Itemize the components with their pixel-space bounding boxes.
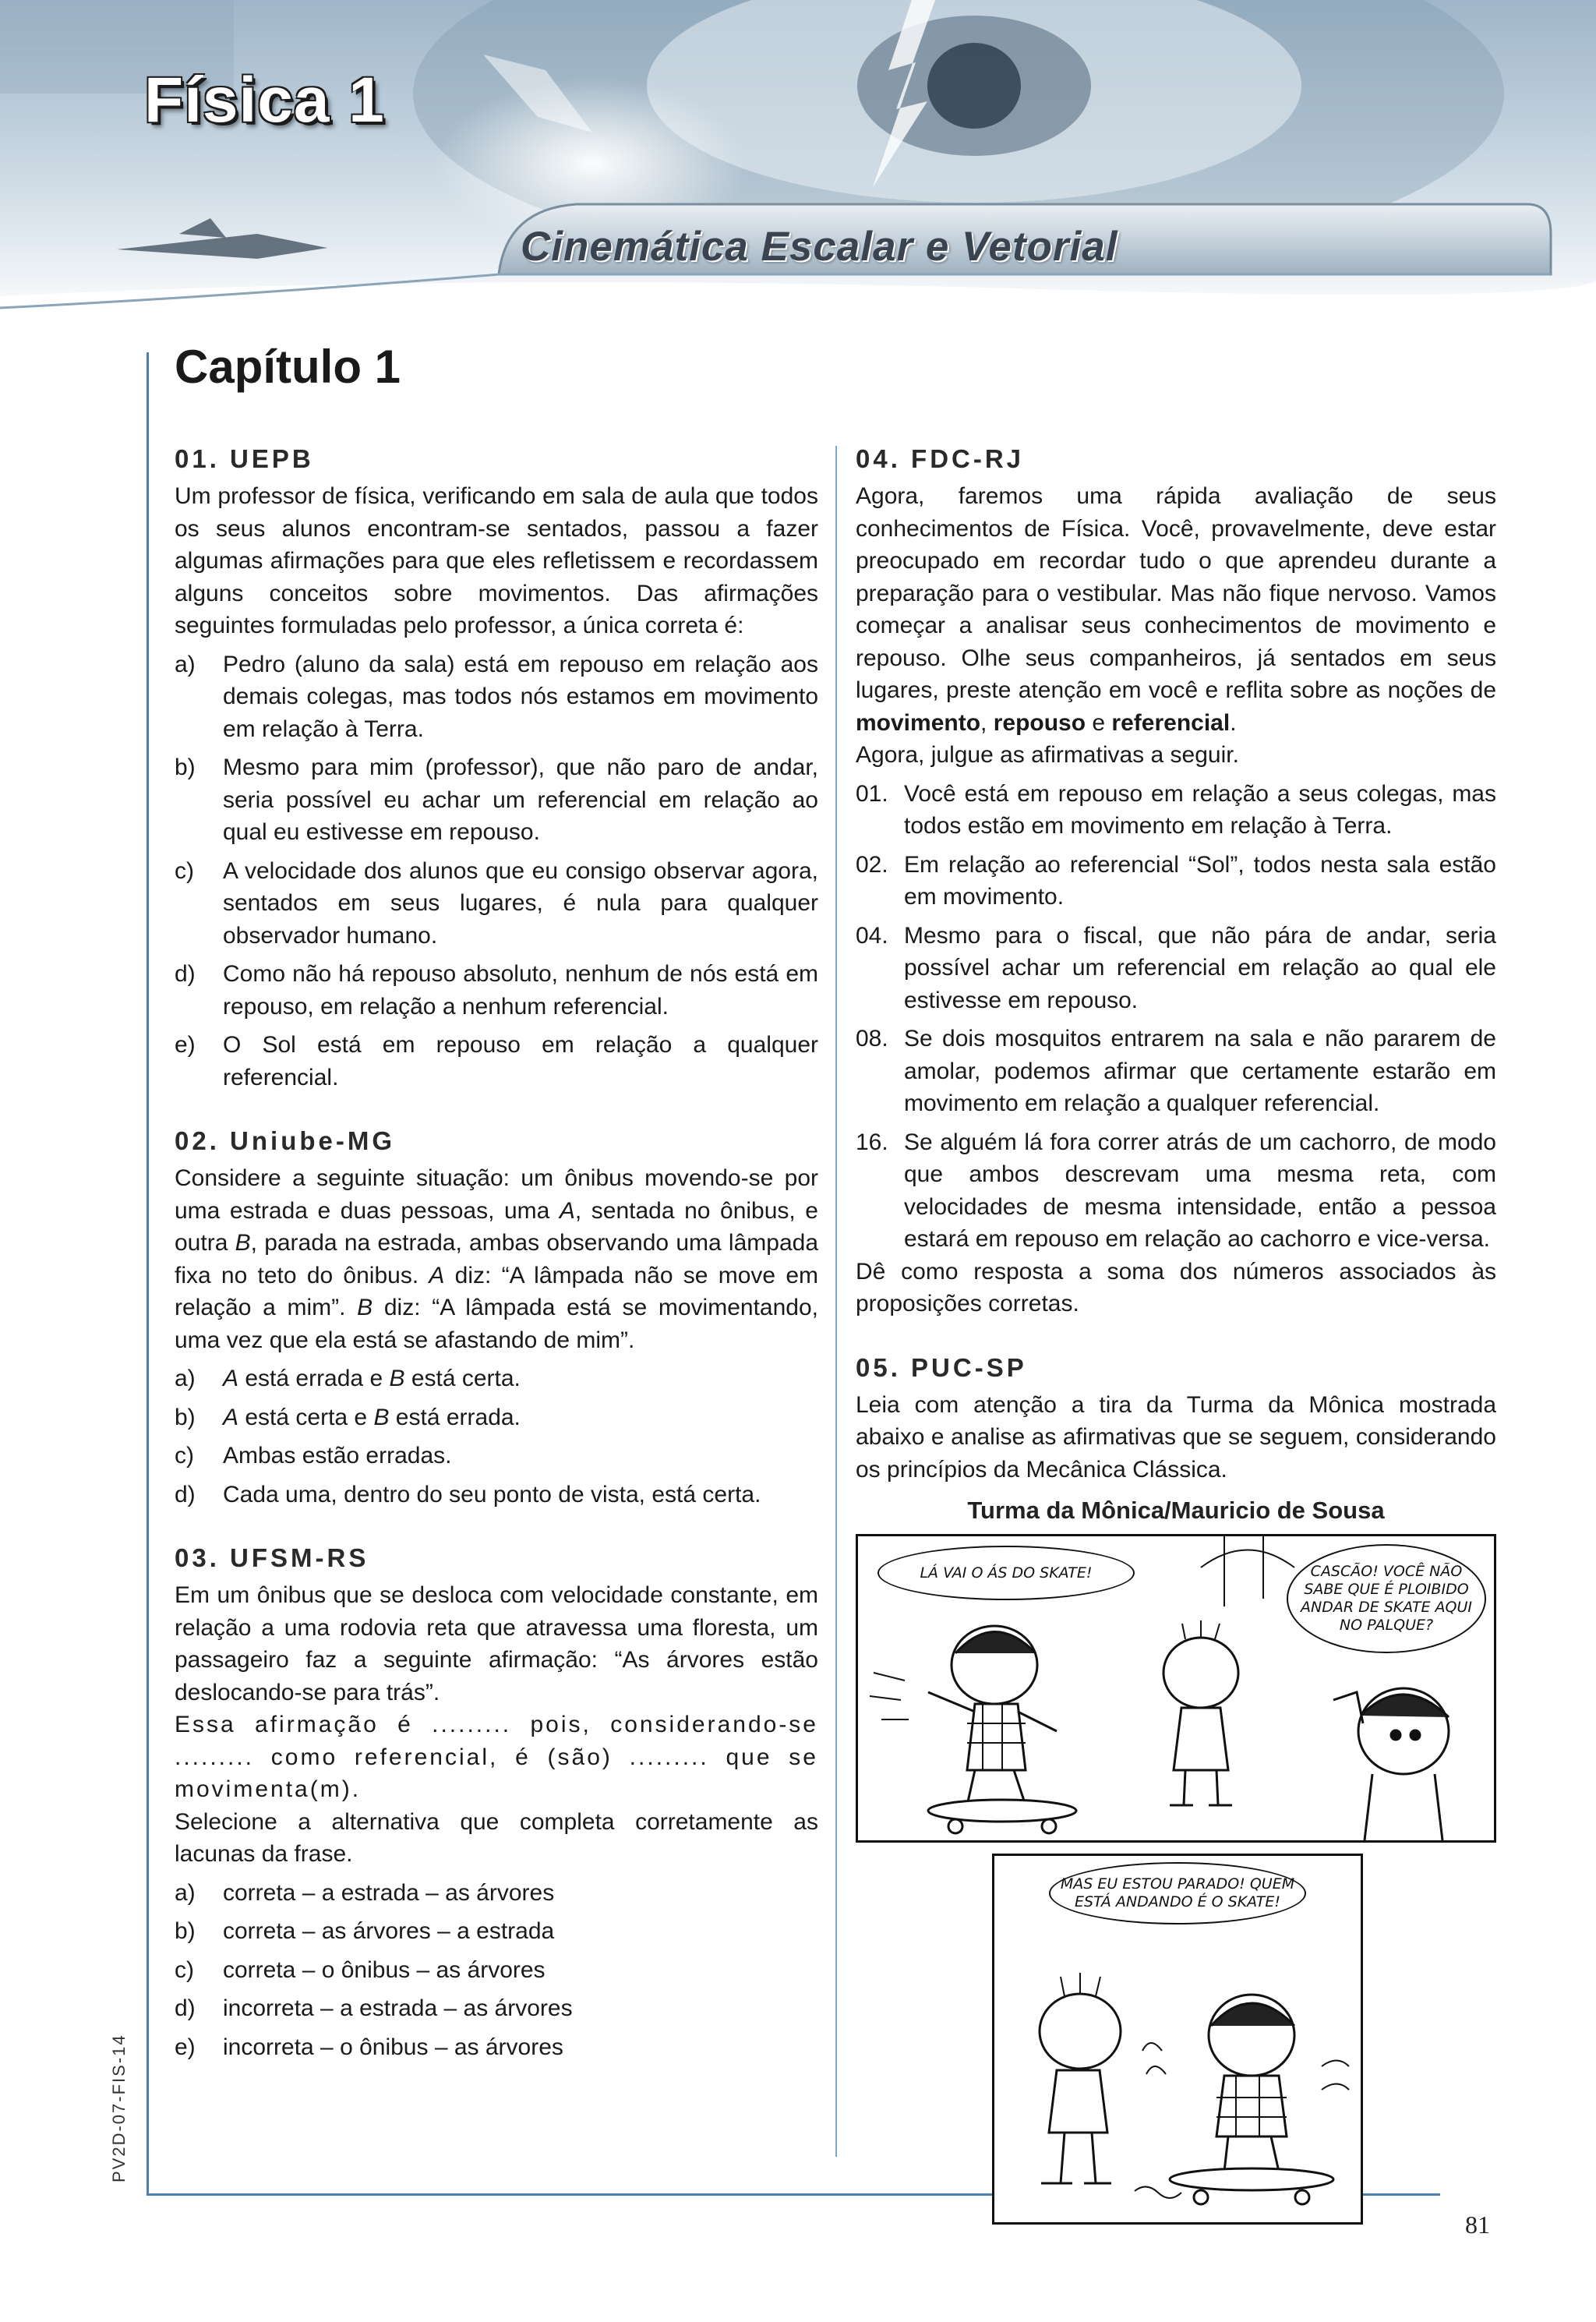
chapter-title: Capítulo 1 (175, 341, 401, 393)
question-04-closing: Dê como resposta a soma dos números associados às proposições corretas. (856, 1258, 1496, 1317)
header-banner (0, 0, 1596, 320)
option-text (223, 1401, 818, 1434)
question-04-proposition-02 (856, 849, 1496, 914)
question-05-title: 05. PUC-SP (856, 1352, 1027, 1382)
question-02-stem (175, 1162, 818, 1356)
option-letter: c) (175, 857, 194, 884)
question-01-option-d (175, 958, 818, 1023)
option-text: Cada uma, dentro do seu ponto de vista, está certa. (223, 1481, 761, 1507)
comic-panel-1 (856, 1534, 1496, 1843)
speech-balloon-3: MAS EU ESTOU PARADO! QUEM ESTÁ ANDANDO É O SKATE! (1049, 1862, 1306, 1924)
stem-text: diz: “A lâmpada não se move em relação a mim”. (175, 1262, 818, 1320)
option-text: correta – o ônibus – as árvores (223, 1956, 546, 1983)
option-fragment: está errada. (389, 1404, 521, 1430)
option-text: Como não há repouso absoluto, nenhum de nós está em repouso, em relação a nenhum referencial. (223, 961, 818, 1020)
option-variable: A (223, 1366, 239, 1391)
column-divider (835, 446, 837, 2157)
question-03-stem: Em um ônibus que se desloca com velocidade constante, em relação a uma rodovia reta que atravessa uma floresta, um passageiro faz a seguinte afirmação: “As árvores estão deslocando-se para trás”. (175, 1582, 818, 1705)
option-variable: B (389, 1366, 405, 1391)
subject-title: Física 1 (144, 65, 385, 136)
question-03-option-a (175, 1877, 818, 1910)
option-letter: d) (175, 1995, 196, 2021)
option-text: Mesmo para o fiscal, que não pára de andar, seria possível achar um referencial em relação ao qual ele estivesse em repouso. (904, 922, 1496, 1013)
option-number: 01. (856, 780, 888, 807)
option-letter: c) (175, 1956, 194, 1983)
question-04-proposition-01 (856, 778, 1496, 843)
option-letter: e) (175, 2034, 196, 2060)
option-text: O Sol está em repouso em relação a qualquer referencial. (223, 1032, 818, 1090)
option-letter: b) (175, 1404, 196, 1430)
question-04-proposition-16 (856, 1126, 1496, 1256)
left-column (175, 443, 818, 2094)
stem-text: Agora, faremos uma rápida avaliação de seus conhecimentos de Física. Você, provavelmente, deve estar preocupado em recordar tudo o que aprendeu durante a preparação para o vestibular. Mas não fique nervoso. Vamos começar a analisar seus conhecimentos de movimento e repouso. Olhe seus companheiros, já sentados em seus lugares, preste atenção em você e reflita sobre as noções de (856, 483, 1496, 703)
stem-keyword: repouso (993, 709, 1086, 736)
question-03-option-e (175, 2031, 818, 2064)
question-01 (175, 443, 818, 1094)
question-02-option-c (175, 1440, 818, 1472)
stem-text: diz: “A lâmpada está se movimentando, uma vez que ela está se afastando de mim”. (175, 1295, 818, 1353)
stem-variable: B (357, 1295, 373, 1320)
option-text: Pedro (aluno da sala) está em repouso em relação aos demais colegas, mas todos nós estamos em movimento em relação à Terra. (223, 651, 818, 742)
question-02-option-d (175, 1479, 818, 1511)
stem-variable: A (559, 1197, 575, 1224)
question-02-option-a (175, 1362, 818, 1395)
option-text: Se alguém lá fora correr atrás de um cachorro, de modo que ambos descrevam uma mesma reta, com velocidades de mesma intensidade, então a pessoa estará em repouso em relação ao cachorro e vice-versa. (904, 1129, 1496, 1252)
option-text: Em relação ao referencial “Sol”, todos nesta sala estão em movimento. (904, 851, 1496, 910)
option-text: A velocidade dos alunos que eu consigo observar agora, sentados em seus lugares, é nula para qualquer observador humano. (223, 857, 818, 949)
question-02-option-b (175, 1401, 818, 1434)
option-text: Mesmo para mim (professor), que não paro de andar, seria possível eu achar um referencial em relação ao qual eu estivesse em repouso. (223, 755, 818, 845)
speech-balloon-2: CASCÃO! VOCÊ NÃO SABE QUE É PLOIBIDO ANDAR DE SKATE AQUI NO PALQUE? (1287, 1544, 1486, 1653)
question-04 (856, 443, 1496, 1320)
option-text: correta – a estrada – as árvores (223, 1879, 555, 1906)
page-number: 81 (1465, 2211, 1490, 2239)
question-01-title: 01. UEPB (175, 444, 314, 473)
option-text: incorreta – o ônibus – as árvores (223, 2034, 563, 2060)
option-letter: b) (175, 1918, 196, 1944)
stem-text: , sentada no ônibus, e outra (175, 1197, 818, 1256)
question-05-stem: Leia com atenção a tira da Turma da Mônica mostrada abaixo e analise as afirmativas que se seguem, considerando os princípios da Mecânica Clássica. (856, 1391, 1496, 1483)
topic-title: Cinemática Escalar e Vetorial (521, 224, 1118, 270)
stem-text: Considere a seguinte situação: um ônibus movendo-se por uma estrada e duas pessoas, uma (175, 1165, 818, 1224)
question-03-title: 03. UFSM-RS (175, 1543, 369, 1572)
stem-text: , parada na estrada, ambas observando uma lâmpada fixa no teto do ônibus. (175, 1230, 818, 1288)
option-letter: a) (175, 1879, 196, 1906)
option-number: 08. (856, 1026, 888, 1051)
option-text: Se dois mosquitos entrarem na sala e não pararem de amolar, podemos afirmar que certamente estarão em movimento em relação a qualquer referencial. (904, 1026, 1496, 1116)
option-number: 04. (856, 922, 888, 949)
speech-balloon-1: LÁ VAI O ÁS DO SKATE! (877, 1546, 1135, 1600)
option-variable: A (223, 1404, 239, 1430)
question-04-stem (856, 480, 1496, 739)
option-letter: e) (175, 1032, 196, 1058)
option-fragment: está errada e (238, 1366, 390, 1391)
stem-keyword: movimento (856, 709, 981, 736)
left-margin-rule (147, 352, 149, 2196)
comic-caption: Turma da Mônica/Mauricio de Sousa (967, 1497, 1385, 1524)
stem-text: . (1230, 709, 1237, 736)
question-01-option-a (175, 649, 818, 746)
stem-text: e (1086, 709, 1112, 736)
option-text (223, 1362, 818, 1395)
option-letter: d) (175, 961, 196, 987)
question-03-option-b (175, 1915, 818, 1948)
question-01-stem: Um professor de física, verificando em sala de aula que todos os seus alunos encontram-se sentados, passou a fazer algumas afirmações para que eles refletissem e recordassem alguns conceitos sobre movimentos. Das afirmações seguintes formuladas pelo professor, a única correta é: (175, 483, 818, 638)
right-column (856, 443, 1496, 2228)
question-05 (856, 1352, 1496, 2228)
option-text: Ambas estão erradas. (223, 1443, 452, 1468)
option-letter: a) (175, 1366, 196, 1391)
question-02-title: 02. Uniube-MG (175, 1126, 396, 1155)
comic-strip (856, 1534, 1496, 2228)
option-fragment: está certa. (404, 1366, 521, 1391)
option-text: Você está em repouso em relação a seus colegas, mas todos estão em movimento em relação à Terra. (904, 780, 1496, 839)
comic-panel-2 (992, 1854, 1363, 2225)
question-03 (175, 1542, 818, 2063)
option-text: correta – as árvores – a estrada (223, 1918, 555, 1944)
option-letter: a) (175, 651, 196, 677)
option-number: 02. (856, 851, 888, 878)
question-01-option-c (175, 855, 818, 952)
question-04-instruction: Agora, julgue as afirmativas a seguir. (856, 742, 1239, 768)
option-letter: c) (175, 1443, 194, 1468)
stem-keyword: referencial (1111, 709, 1231, 736)
question-04-title: 04. FDC-RJ (856, 444, 1025, 473)
question-02 (175, 1125, 818, 1511)
option-number: 16. (856, 1129, 888, 1155)
option-fragment: está certa e (238, 1404, 374, 1430)
option-letter: b) (175, 755, 196, 780)
question-03-option-c (175, 1954, 818, 1987)
stem-text: , (980, 709, 994, 736)
question-04-proposition-08 (856, 1023, 1496, 1120)
option-letter: d) (175, 1481, 196, 1507)
option-text: incorreta – a estrada – as árvores (223, 1995, 573, 2021)
page-code: PV2D-07-FIS-14 (109, 2034, 129, 2182)
question-01-option-b (175, 751, 818, 849)
stem-variable: A (429, 1262, 445, 1288)
question-03-instruction: Selecione a alternativa que completa corretamente as lacunas da frase. (175, 1808, 818, 1867)
banner-artwork (0, 0, 1596, 320)
option-variable: B (373, 1404, 390, 1430)
stem-variable: B (235, 1230, 251, 1256)
question-03-option-d (175, 1992, 818, 2025)
question-04-proposition-04 (856, 920, 1496, 1017)
question-03-blank-sentence: Essa afirmação é ......... pois, considerando-se ......... como referencial, é (são) ......... que se movimenta(m). (175, 1712, 818, 1802)
question-01-option-e (175, 1029, 818, 1094)
